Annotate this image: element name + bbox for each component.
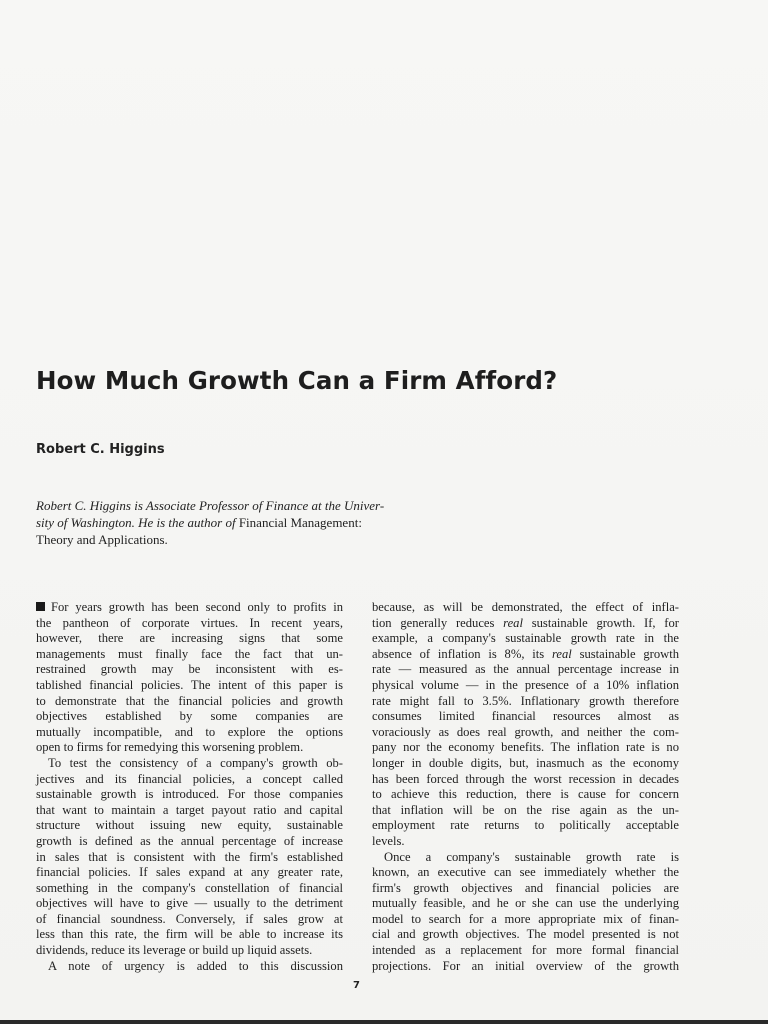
section-bullet-icon [36, 602, 45, 611]
text-line: employment rate returns to politically acceptable [372, 818, 679, 833]
bio-line-2-italic: sity of Washington. He is the author of [36, 515, 239, 530]
text-line: levels. [372, 833, 405, 848]
article-title: How Much Growth Can a Firm Afford? [36, 366, 558, 395]
left-text-column [36, 600, 343, 974]
text-line: however, there are increasing signs that some [36, 631, 343, 646]
author-bio [36, 497, 456, 548]
article-author: Robert C. Higgins [36, 442, 165, 457]
text-fragment: sustainable growth. If, for [522, 615, 679, 630]
text-line: managements must finally face the fact that un- [36, 646, 343, 661]
bio-line-1: Robert C. Higgins is Associate Professor of Finance at the Univer- [36, 498, 385, 513]
text-line: dividends, reduce its leverage or build up liquid assets. [36, 943, 313, 958]
right-text-column [372, 600, 679, 974]
text-line: projections. For an initial overview of the growth [372, 958, 679, 973]
text-line [372, 616, 679, 632]
bio-line-2 [36, 514, 456, 531]
text-line: objectives will have to give — usually to the detriment [36, 896, 343, 911]
emphasis-real: real [503, 615, 523, 630]
text-line: tablished financial policies. The intent of this paper is [36, 677, 343, 692]
text-line: longer in double digits, but, inasmuch as the economy [372, 755, 679, 770]
text-line [36, 600, 343, 616]
text-line: jectives and its financial policies, a concept called [36, 771, 343, 786]
text-line: the pantheon of corporate virtues. In recent years, [36, 615, 343, 630]
text-line: cial and growth objectives. The model presented is not [372, 927, 679, 942]
text-line: To test the consistency of a company's growth ob- [48, 755, 343, 770]
text-line: restrained growth may be inconsistent with es- [36, 662, 343, 677]
text-line: rate might fall to 3.5%. Inflationary growth therefore [372, 693, 679, 708]
text-line: that want to maintain a target payout ratio and capital [36, 802, 343, 817]
text-line: something in the company's constellation of financial [36, 880, 343, 895]
text-line [372, 647, 679, 663]
text-line: open to firms for remedying this worsening problem. [36, 740, 304, 755]
text-line: model to search for a more appropriate mix of finan- [372, 911, 679, 926]
text-line: A note of urgency is added to this discussion [48, 958, 343, 973]
text-line: mutually incompatible, and to explore the options [36, 724, 343, 739]
text-line: structure without issuing new equity, sustainable [36, 818, 343, 833]
text-line: sustainable growth is introduced. For those companies [36, 787, 343, 802]
text-line: growth is defined as the annual percentage of increase [36, 833, 343, 848]
text-line: firm's growth objectives and financial policies are [372, 880, 679, 895]
text-line: because, as will be demonstrated, the effect of infla- [372, 600, 679, 614]
text-line: consumes limited financial resources almost as [372, 709, 679, 724]
text-line-content: For years growth has been second only to profits in [51, 600, 343, 614]
text-line: objectives established by some companies are [36, 709, 343, 724]
text-line: mutually feasible, and he or she can use the underlying [372, 896, 679, 911]
text-line: known, an executive can see immediately whether the [372, 865, 679, 880]
bio-book-title-part1: Financial Management: [238, 515, 362, 530]
text-line: in sales that is consistent with the firm's established [36, 849, 343, 864]
text-line: example, a company's sustainable growth rate in the [372, 631, 679, 646]
text-line: Once a company's sustainable growth rate is [384, 849, 679, 864]
text-line: of financial soundness. Conversely, if sales grow at [36, 911, 343, 926]
emphasis-real: real [551, 646, 572, 661]
text-line: voraciously as does real growth, and neither the com- [372, 724, 679, 739]
text-line: rate — measured as the annual percentage increase in [372, 662, 679, 677]
text-line: has been forced through the worst recession in decades [372, 771, 679, 786]
text-line: to demonstrate that the financial policies and growth [36, 693, 343, 708]
text-line: to achieve this reduction, there is cause for concern [372, 787, 679, 802]
text-line: that inflation will be on the rise again as the un- [372, 802, 679, 817]
text-line: intended as a replacement for more formal financial [372, 943, 679, 958]
text-line: pany nor the economy benefits. The inflation rate is no [372, 740, 679, 755]
text-line: physical volume — in the presence of a 10% inflation [372, 677, 679, 692]
text-fragment: absence of inflation is 8%, its [372, 646, 552, 661]
text-fragment: sustainable growth [571, 646, 680, 661]
page-number: 7 [353, 980, 360, 991]
bio-book-title-part2: Theory and Applications. [36, 532, 168, 547]
text-line: financial policies. If sales expand at any greater rate, [36, 865, 343, 880]
text-fragment: tion generally reduces [372, 615, 504, 630]
scan-bottom-edge [0, 1020, 768, 1024]
text-line: less than this rate, the firm will be able to increase its [36, 927, 343, 942]
